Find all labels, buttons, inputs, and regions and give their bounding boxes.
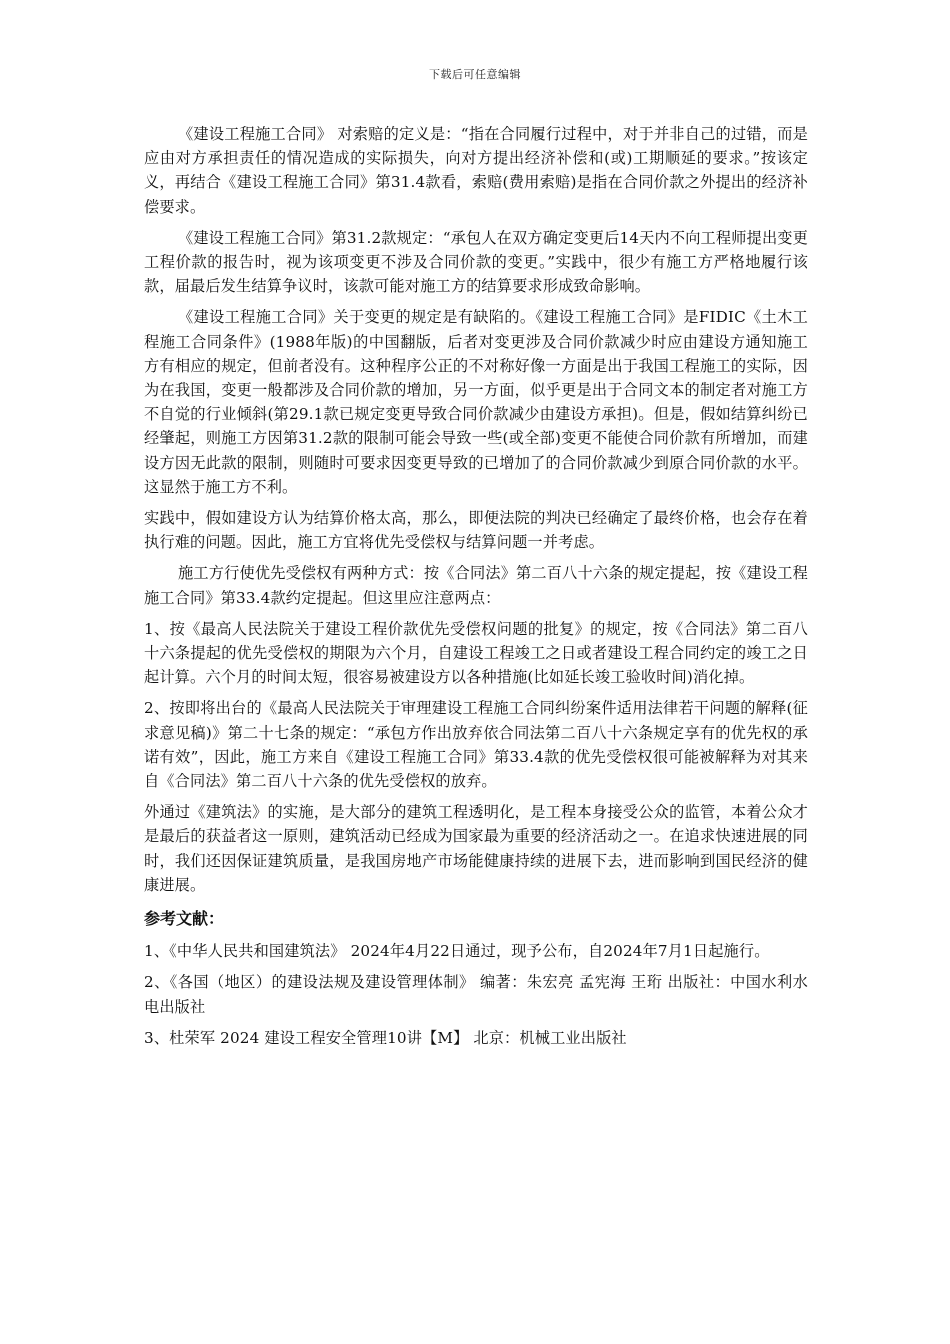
document-body — [144, 122, 808, 1057]
paragraph-variation-defects: 《建设工程施工合同》关于变更的规定是有缺陷的。《建设工程施工合同》是FIDIC《土木工程施工合同条件》(1988年版)的中国翻版，后者对变更涉及合同价款减少时应由建设方通知施工方有相应的规定，但前者没有。这种程序公正的不对称好像一方面是出于我国工程施工的实际，因为在我国，变更一般都涉及合同价款的增加，另一方面，似乎更是出于合同文本的制定者对施工方不自觉的行业倾斜(第29.1款已规定变更导致合同价款减少由建设方承担)。但是，假如结算纠纷已经肇起，则施工方因第31.2款的限制可能会导致一些(或全部)变更不能使合同价款有所增加，而建设方因无此款的限制，则随时可要求因变更导致的已增加了的合同价款减少到原合同价款的水平。这显然于施工方不利。 — [144, 308, 808, 496]
reference-item-3: 3、杜荣军 2024 建设工程安全管理10讲【M】 北京：机械工业出版社 — [144, 1028, 627, 1047]
paragraph-note-2: 2、按即将出台的《最高人民法院关于审理建设工程施工合同纠纷案件适用法律若干问题的解释(征求意见稿)》第二十七条的规定：“承包方作出放弃依合同法第二百八十六条规定享有的优先权的承诺有效”，因此，施工方来自《建设工程施工合同》第33.4款的优先受偿权很可能被解释为对其来自《合同法》第二百八十六条的优先受偿权的放弃。 — [144, 699, 808, 791]
paragraph-settlement-price: 实践中，假如建设方认为结算价格太高，那么，即便法院的判决已经确定了最终价格，也会存在着执行难的问题。因此，施工方宜将优先受偿权与结算问题一并考虑。 — [144, 509, 808, 552]
paragraph-note-1: 1、按《最高人民法院关于建设工程价款优先受偿权问题的批复》的规定，按《合同法》第二百八十六条提起的优先受偿权的期限为六个月，自建设工程竣工之日或者建设工程合同约定的竣工之日起计算。六个月的时间太短，很容易被建设方以各种措施(比如延长竣工验收时间)消化掉。 — [144, 619, 808, 687]
references-heading: 参考文献： — [144, 909, 225, 929]
paragraph-claims-definition: 《建设工程施工合同》 对索赔的定义是：“指在合同履行过程中，对于并非自己的过错，而是应由对方承担责任的情况造成的实际损失，向对方提出经济补偿和(或)工期顺延的要求。”按该定义，再结合《建设工程施工合同》第31.4款看，索赔(费用索赔)是指在合同价款之外提出的经济补偿要求。 — [144, 125, 808, 216]
reference-item-2: 2、《各国（地区）的建设法规及建设管理体制》 编著：朱宏亮 孟宪海 王珩 出版社：中国水利水电出版社 — [144, 973, 808, 1016]
paragraph-priority-right-methods: 施工方行使优先受偿权有两种方式：按《合同法》第二百八十六条的规定提起，按《建设工程施工合同》第33.4款约定提起。但这里应注意两点： — [144, 564, 808, 607]
reference-item-1: 1、《中华人民共和国建筑法》 2024年4月22日通过，现予公布，自2024年7月1日起施行。 — [144, 942, 770, 961]
paragraph-construction-law: 外通过《建筑法》的实施，是大部分的建筑工程透明化，是工程本身接受公众的监管，本着公众才是最后的获益者这一原则，建筑活动已经成为国家最为重要的经济活动之一。在追求快速进展的同时，我们还因保证建筑质量，是我国房地产市场能健康持续的进展下去，进而影响到国民经济的健康进展。 — [144, 803, 808, 894]
paragraph-clause-31-2: 《建设工程施工合同》第31.2款规定：“承包人在双方确定变更后14天内不向工程师提出变更工程价款的报告时，视为该项变更不涉及合同价款的变更。”实践中，很少有施工方严格地履行该款，届最后发生结算争议时，该款可能对施工方的结算要求形成致命影响。 — [144, 228, 808, 296]
page-header: 下载后可任意编辑 — [429, 68, 521, 81]
